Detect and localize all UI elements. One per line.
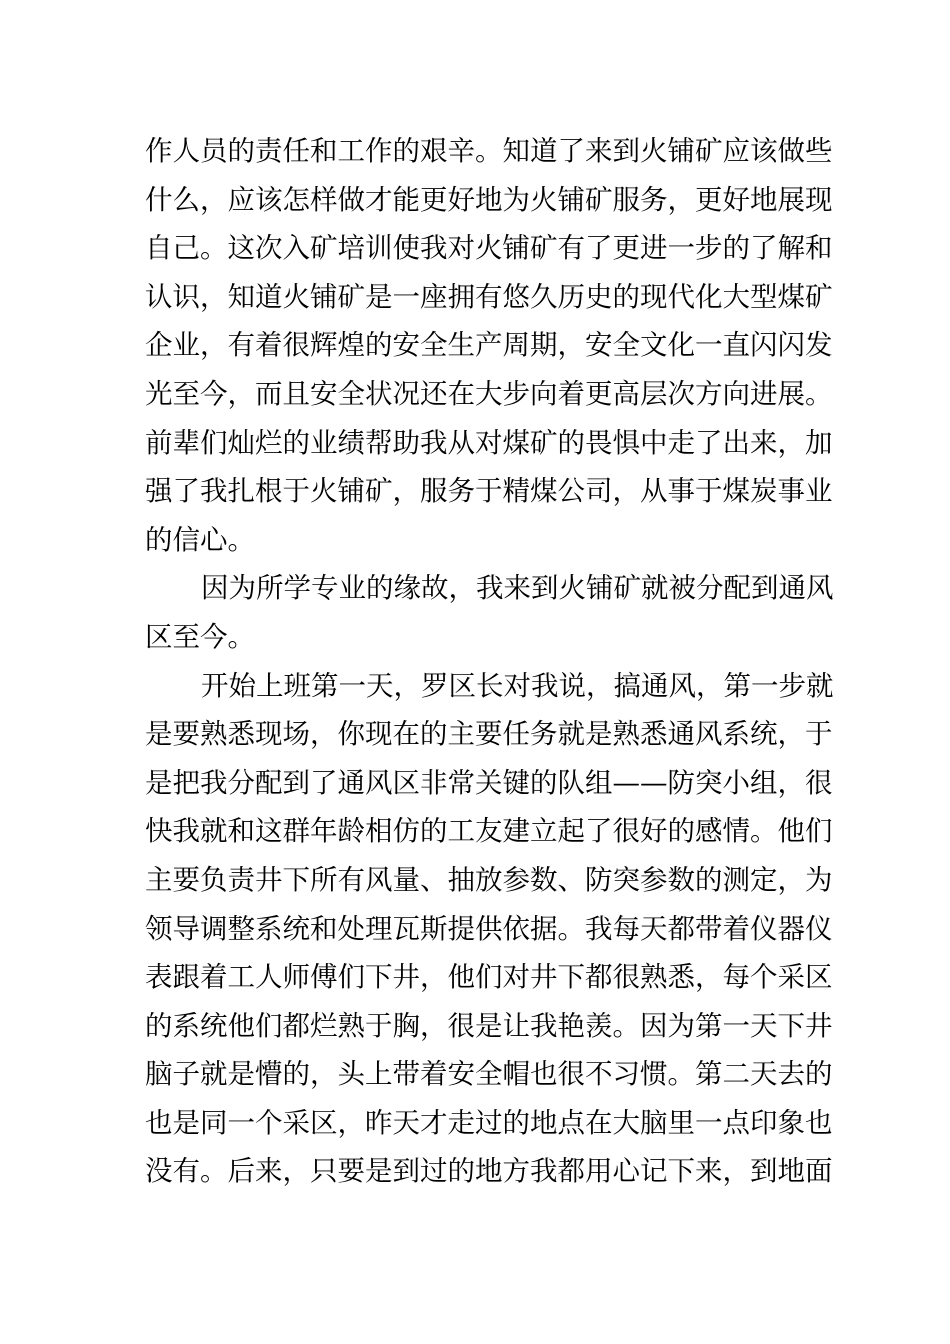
text-line: 的信心。 <box>145 523 255 556</box>
text-line: 因为所学专业的缘故，我来到火铺矿就被分配到通风 <box>201 572 834 605</box>
text-line: 是把我分配到了通风区非常关键的队组——防突小组，很 <box>145 766 833 799</box>
text-line: 主要负责井下所有风量、抽放参数、防突参数的测定，为 <box>145 863 833 896</box>
text-line: 开始上班第一天，罗区长对我说，搞通风，第一步就 <box>201 669 834 702</box>
text-line: 没有。后来，只要是到过的地方我都用心记下来，到地面 <box>145 1155 833 1188</box>
text-line: 的系统他们都烂熟于胸，很是让我艳羡。因为第一天下井 <box>145 1009 833 1042</box>
text-line: 什么，应该怎样做才能更好地为火铺矿服务，更好地展现 <box>145 183 833 216</box>
text-line: 是要熟悉现场，你现在的主要任务就是熟悉通风系统，于 <box>145 718 833 751</box>
text-line: 认识，知道火铺矿是一座拥有悠久历史的现代化大型煤矿 <box>145 280 833 313</box>
text-line: 企业，有着很辉煌的安全生产周期，安全文化一直闪闪发 <box>145 329 833 362</box>
document-body <box>145 127 834 1196</box>
text-line: 强了我扎根于火铺矿，服务于精煤公司，从事于煤炭事业 <box>145 475 833 508</box>
text-line: 领导调整系统和处理瓦斯提供依据。我每天都带着仪器仪 <box>145 912 833 945</box>
text-line: 光至今，而且安全状况还在大步向着更高层次方向进展。 <box>145 377 833 410</box>
text-line: 脑子就是懵的，头上带着安全帽也很不习惯。第二天去的 <box>145 1058 833 1091</box>
text-line: 自己。这次入矿培训使我对火铺矿有了更进一步的了解和 <box>145 232 833 265</box>
text-line: 前辈们灿烂的业绩帮助我从对煤矿的畏惧中走了出来，加 <box>145 426 833 459</box>
text-line: 区至今。 <box>145 620 255 653</box>
text-line: 快我就和这群年龄相仿的工友建立起了很好的感情。他们 <box>145 815 833 848</box>
text-line: 也是同一个采区，昨天才走过的地点在大脑里一点印象也 <box>145 1106 833 1139</box>
text-line: 作人员的责任和工作的艰辛。知道了来到火铺矿应该做些 <box>145 135 833 167</box>
text-line: 表跟着工人师傅们下井，他们对井下都很熟悉，每个采区 <box>145 961 833 994</box>
